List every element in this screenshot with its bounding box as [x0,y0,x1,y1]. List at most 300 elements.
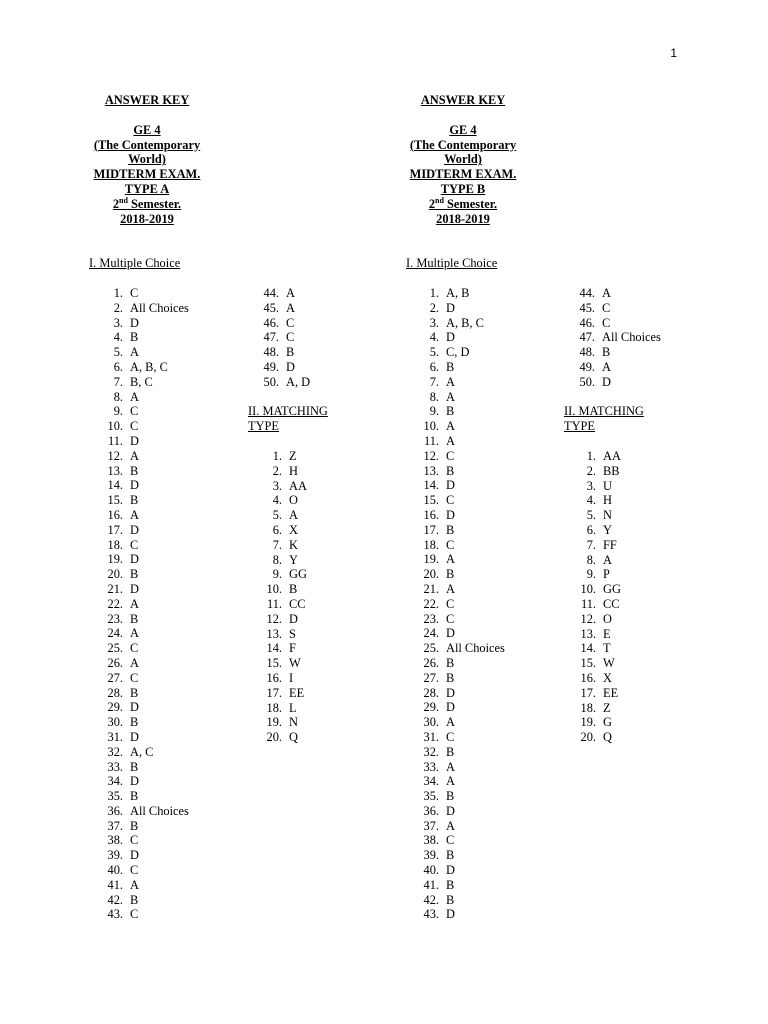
item-answer: B [446,892,455,907]
item-answer: D [130,478,139,493]
answer-item [419,375,505,390]
answer-item [575,375,661,390]
answer-item [103,567,189,582]
item-number: 7. [113,374,123,389]
answer-item [575,330,661,345]
item-number: 4. [429,330,439,345]
answer-item [576,449,621,464]
item-number: 19. [580,715,596,730]
item-number: 48. [263,345,279,360]
answer-item [419,686,505,701]
item-answer: CC [603,596,620,611]
item-answer: D [602,374,611,389]
answer-item [259,360,310,375]
item-number: 45. [263,300,279,315]
item-answer: All Choices [602,330,661,345]
type-b-matching-title: II. MATCHING TYPE [564,404,644,433]
item-answer: Y [603,522,612,537]
item-answer: P [603,567,610,582]
course-subject: (The Contemporary [93,137,201,152]
item-number: 3. [272,478,282,493]
answer-item [419,478,505,493]
item-number: 11. [266,596,282,611]
item-number: 15. [107,493,123,508]
item-answer: A [602,359,611,374]
type-b-matching-list [576,449,621,745]
item-answer: W [289,656,301,671]
item-number: 4. [586,493,596,508]
answer-item [419,360,505,375]
answer-item [419,804,505,819]
item-answer: B [446,744,455,759]
answer-item [419,774,505,789]
answer-item [576,612,621,627]
item-answer: B [130,330,139,345]
type-a-heading [77,93,217,226]
item-number: 35. [107,789,123,804]
item-answer: A [130,389,139,404]
item-number: 45. [579,300,595,315]
item-number: 26. [423,655,439,670]
answer-item [576,523,621,538]
item-number: 11. [107,433,123,448]
item-number: 9. [272,567,282,582]
answer-item [419,789,505,804]
item-number: 15. [580,656,596,671]
item-number: 3. [113,315,123,330]
answer-item [576,686,621,701]
item-answer: B, C [130,374,153,389]
item-number: 1. [429,286,439,300]
item-number: 24. [107,626,123,641]
item-number: 24. [423,626,439,641]
item-number: 34. [107,774,123,789]
item-number: 5. [272,508,282,523]
item-number: 16. [580,670,596,685]
answer-item [576,715,621,730]
item-number: 6. [429,359,439,374]
answer-item [575,286,661,301]
answer-item [103,316,189,331]
answer-item [419,390,505,405]
item-answer: AA [603,449,621,463]
item-answer: EE [603,685,619,700]
item-number: 23. [423,611,439,626]
item-answer: A [602,286,611,300]
item-number: 15. [423,493,439,508]
item-number: 8. [113,389,123,404]
answer-item [419,434,505,449]
answer-item [262,627,307,642]
item-answer: E [603,626,611,641]
item-number: 49. [579,359,595,374]
item-number: 40. [423,863,439,878]
answer-item [103,404,189,419]
exam-name: MIDTERM EXAM. [93,167,201,182]
course-code: GE 4 [449,122,477,137]
answer-item [575,360,661,375]
item-number: 50. [263,374,279,389]
item-answer: C [286,315,295,330]
item-answer: H [603,493,612,508]
answer-item [419,552,505,567]
answer-item [262,671,307,686]
item-answer: B [446,877,455,892]
item-answer: G [603,715,612,730]
item-number: 36. [423,803,439,818]
item-answer: EE [289,685,305,700]
item-number: 46. [579,315,595,330]
answer-item [103,597,189,612]
answer-item [576,508,621,523]
item-answer: C [286,330,295,345]
item-number: 12. [423,448,439,463]
item-number: 20. [580,730,596,745]
answer-item [262,641,307,656]
item-number: 8. [272,552,282,567]
item-number: 20. [107,567,123,582]
item-answer: F [289,641,296,656]
item-number: 42. [423,892,439,907]
item-number: 30. [107,715,123,730]
answer-item [103,848,189,863]
answer-item [262,582,307,597]
answer-item [419,286,505,301]
answer-item [419,626,505,641]
item-number: 7. [429,374,439,389]
item-number: 35. [423,789,439,804]
item-answer: FF [603,537,617,552]
answer-item [576,493,621,508]
exam-name: MIDTERM EXAM. [409,167,517,182]
item-number: 47. [263,330,279,345]
item-number: 33. [423,759,439,774]
answer-item [419,316,505,331]
item-answer: L [289,700,297,715]
item-answer: B [130,818,139,833]
answer-item [576,553,621,568]
item-number: 22. [423,596,439,611]
answer-item [103,390,189,405]
item-number: 43. [423,907,439,922]
answer-item [419,404,505,419]
item-answer: C [130,286,139,300]
item-answer: D [130,729,139,744]
item-answer: A [130,596,139,611]
item-answer: B [130,567,139,582]
answer-item [103,493,189,508]
item-answer: D [130,581,139,596]
item-answer: B [130,611,139,626]
item-answer: B [130,685,139,700]
item-answer: D [446,863,455,878]
answer-item [103,523,189,538]
item-answer: D [446,803,455,818]
item-number: 9. [586,567,596,582]
item-answer: A [446,818,455,833]
item-answer: D [446,478,455,493]
item-number: 12. [580,611,596,626]
answer-item [576,656,621,671]
answer-item [419,730,505,745]
item-number: 41. [107,877,123,892]
item-number: 6. [586,522,596,537]
answer-item [259,330,310,345]
item-number: 11. [423,433,439,448]
answer-item [103,715,189,730]
item-answer: D [130,433,139,448]
answer-item [103,671,189,686]
item-number: 14. [107,478,123,493]
item-number: 17. [580,685,596,700]
item-answer: A [130,626,139,641]
item-answer: C [130,863,139,878]
answer-item [262,597,307,612]
answer-item [576,641,621,656]
item-answer: N [289,715,298,730]
answer-item [262,656,307,671]
answer-item [103,375,189,390]
answer-item [103,656,189,671]
item-answer: C [130,907,139,922]
item-answer: A [446,389,455,404]
item-number: 18. [107,537,123,552]
item-answer: A [130,507,139,522]
item-answer: C [446,537,455,552]
answer-item [419,907,505,922]
item-answer: K [289,537,298,552]
item-answer: B [602,345,611,360]
answer-item [103,700,189,715]
item-answer: I [289,670,294,685]
answer-item [419,715,505,730]
item-number: 41. [423,877,439,892]
type-a-matching-list [262,449,307,745]
item-answer: B [446,404,455,419]
item-answer: B [289,582,298,597]
item-answer: A [286,300,295,315]
item-number: 10. [580,582,596,597]
item-answer: CC [289,596,306,611]
answer-item [419,893,505,908]
item-answer: D [446,300,455,315]
item-number: 1. [586,449,596,463]
item-answer: A, B [446,286,470,300]
answer-item [103,286,189,301]
item-answer: D [446,626,455,641]
answer-item [262,715,307,730]
item-answer: A, B, C [130,359,168,374]
answer-item [419,508,505,523]
answer-item [419,700,505,715]
answer-item [419,523,505,538]
answer-item [419,671,505,686]
item-number: 21. [423,581,439,596]
item-answer: C [130,537,139,552]
item-number: 5. [113,345,123,360]
item-number: 48. [579,345,595,360]
item-answer: T [603,641,611,656]
item-answer: A [446,774,455,789]
item-number: 19. [107,552,123,567]
item-answer: C [130,419,139,434]
item-answer: A [446,374,455,389]
item-answer: Z [603,700,611,715]
answer-item [419,493,505,508]
answer-item [103,745,189,760]
answer-item [576,597,621,612]
item-number: 38. [423,833,439,848]
item-answer: B [446,848,455,863]
item-number: 22. [107,596,123,611]
item-number: 27. [423,670,439,685]
answer-item [103,582,189,597]
type-a-matching-title: II. MATCHING TYPE [248,404,328,433]
item-answer: D [130,700,139,715]
answer-item [262,464,307,479]
item-number: 23. [107,611,123,626]
answer-item [419,612,505,627]
item-number: 8. [586,552,596,567]
item-number: 27. [107,670,123,685]
answer-item [103,863,189,878]
item-number: 5. [429,345,439,360]
answer-item [262,449,307,464]
item-number: 37. [107,818,123,833]
item-number: 8. [429,389,439,404]
item-answer: Y [289,552,298,567]
item-answer: C [602,315,611,330]
item-answer: A, D [286,374,311,389]
item-number: 19. [423,552,439,567]
answer-key-title: ANSWER KEY [420,93,506,107]
item-answer: C [130,641,139,656]
item-number: 32. [423,744,439,759]
course-subject: (The Contemporary [409,137,517,152]
item-number: 26. [107,655,123,670]
item-answer: Z [289,449,297,463]
answer-item [262,508,307,523]
item-answer: A, B, C [446,315,484,330]
item-number: 12. [266,611,282,626]
answer-item [419,538,505,553]
item-answer: B [446,789,455,804]
answer-item [103,878,189,893]
semester: 2nd Semester. [112,195,182,211]
answer-item [419,863,505,878]
answer-item [103,907,189,922]
answer-item [576,567,621,582]
school-year: 2018-2019 [436,211,490,226]
answer-item [103,819,189,834]
item-answer: Q [603,730,612,745]
answer-item [576,701,621,716]
item-number: 25. [107,641,123,656]
item-answer: B [446,463,455,478]
item-number: 44. [579,286,595,300]
course-subject-cont: World) [444,152,482,167]
answer-item [419,641,505,656]
answer-item [103,804,189,819]
answer-item [262,701,307,716]
item-number: 40. [107,863,123,878]
item-number: 1. [113,286,123,300]
item-answer: A [130,345,139,360]
item-number: 47. [579,330,595,345]
item-answer: B [446,567,455,582]
item-number: 10. [266,582,282,597]
item-number: 3. [586,478,596,493]
item-number: 34. [423,774,439,789]
item-number: 18. [423,537,439,552]
item-number: 14. [423,478,439,493]
item-number: 38. [107,833,123,848]
item-number: 44. [263,286,279,300]
answer-item [103,345,189,360]
item-answer: A [446,581,455,596]
item-answer: A, C [130,744,154,759]
item-answer: D [446,700,455,715]
item-answer: A [130,655,139,670]
item-number: 33. [107,759,123,774]
answer-item [262,553,307,568]
item-answer: B [130,463,139,478]
item-number: 30. [423,715,439,730]
item-answer: C [446,493,455,508]
answer-item [262,730,307,745]
item-answer: All Choices [130,803,189,818]
item-number: 28. [107,685,123,700]
course-code: GE 4 [133,122,161,137]
item-answer: C [446,729,455,744]
item-number: 14. [580,641,596,656]
item-answer: C [602,300,611,315]
item-number: 16. [266,670,282,685]
answer-item [576,627,621,642]
answer-item [419,760,505,775]
item-number: 4. [113,330,123,345]
item-number: 19. [266,715,282,730]
item-answer: A [446,552,455,567]
item-number: 9. [429,404,439,419]
item-number: 32. [107,744,123,759]
answer-item [419,345,505,360]
item-answer: C [130,833,139,848]
item-number: 15. [266,656,282,671]
item-answer: Q [289,730,298,745]
item-answer: A [603,552,612,567]
item-answer: D [130,315,139,330]
type-b-mc-list-1 [419,286,505,922]
item-answer: A [130,877,139,892]
type-b-mc-list-2 [575,286,661,390]
item-number: 5. [586,508,596,523]
item-answer: C, D [446,345,470,360]
answer-item [103,893,189,908]
item-answer: D [130,848,139,863]
item-answer: C [130,670,139,685]
item-answer: O [603,611,612,626]
answer-item [576,730,621,745]
course-subject-cont: World) [128,152,166,167]
item-number: 4. [272,493,282,508]
answer-item [419,567,505,582]
item-number: 28. [423,685,439,700]
answer-item [262,493,307,508]
item-number: 36. [107,803,123,818]
item-number: 1. [272,449,282,463]
answer-item [262,479,307,494]
